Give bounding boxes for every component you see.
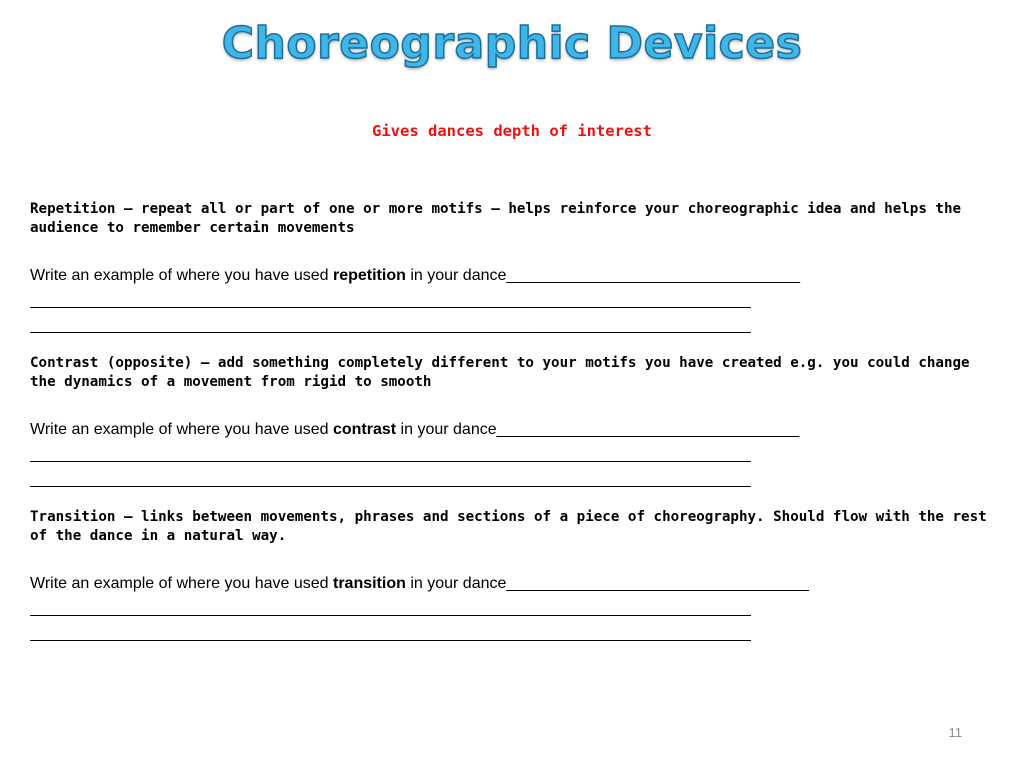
transition-answer-blank-first[interactable]: __________________________________ [506, 575, 809, 592]
contrast-definition: Contrast (opposite) – add something completely different to your motifs you have created e.g. you could change the dynamics of a movement from rigid to smooth [30, 355, 970, 390]
contrast-prompt [30, 417, 995, 442]
section-transition [30, 508, 995, 646]
repetition-prompt [30, 263, 995, 288]
repetition-prompt-suffix: in your dance [405, 267, 507, 284]
section-repetition [30, 200, 995, 338]
contrast-prompt-suffix: in your dance [396, 421, 497, 438]
repetition-answer-blank-first[interactable]: _________________________________ [506, 267, 801, 284]
repetition-definition: Repetition – repeat all or part of one or more motifs – helps reinforce your choreographic idea and helps the audience to remember certain movements [30, 201, 962, 236]
transition-answer-line-1[interactable]: _________________________________________________________________________________ [30, 600, 751, 617]
transition-keyword: transition [332, 575, 406, 592]
page-number: 11 [948, 725, 962, 740]
repetition-answer-line-1[interactable]: _________________________________________________________________________________ [30, 292, 751, 309]
page-title: Choreographic Devices [221, 18, 803, 69]
transition-definition: Transition – links between movements, phrases and sections of a piece of choreography. Should flow with the rest of the dance in a natural way. [30, 509, 987, 544]
repetition-keyword: repetition [332, 267, 406, 284]
transition-prompt-prefix: Write an example of where you have used [30, 575, 333, 592]
section-contrast [30, 354, 995, 492]
repetition-answer-line-2[interactable]: _________________________________________________________________________________ [30, 317, 751, 334]
contrast-keyword: contrast [332, 421, 397, 438]
contrast-answer-line-1[interactable]: _________________________________________________________________________________ [30, 446, 751, 463]
repetition-prompt-prefix: Write an example of where you have used [30, 267, 333, 284]
transition-prompt [30, 571, 995, 596]
transition-prompt-suffix: in your dance [405, 575, 507, 592]
contrast-answer-line-2[interactable]: _________________________________________________________________________________ [30, 471, 751, 488]
transition-answer-line-2[interactable]: _________________________________________________________________________________ [30, 625, 751, 642]
contrast-answer-blank-first[interactable]: __________________________________ [496, 421, 800, 438]
page-subtitle: Gives dances depth of interest [372, 122, 652, 140]
contrast-prompt-prefix: Write an example of where you have used [30, 421, 333, 438]
